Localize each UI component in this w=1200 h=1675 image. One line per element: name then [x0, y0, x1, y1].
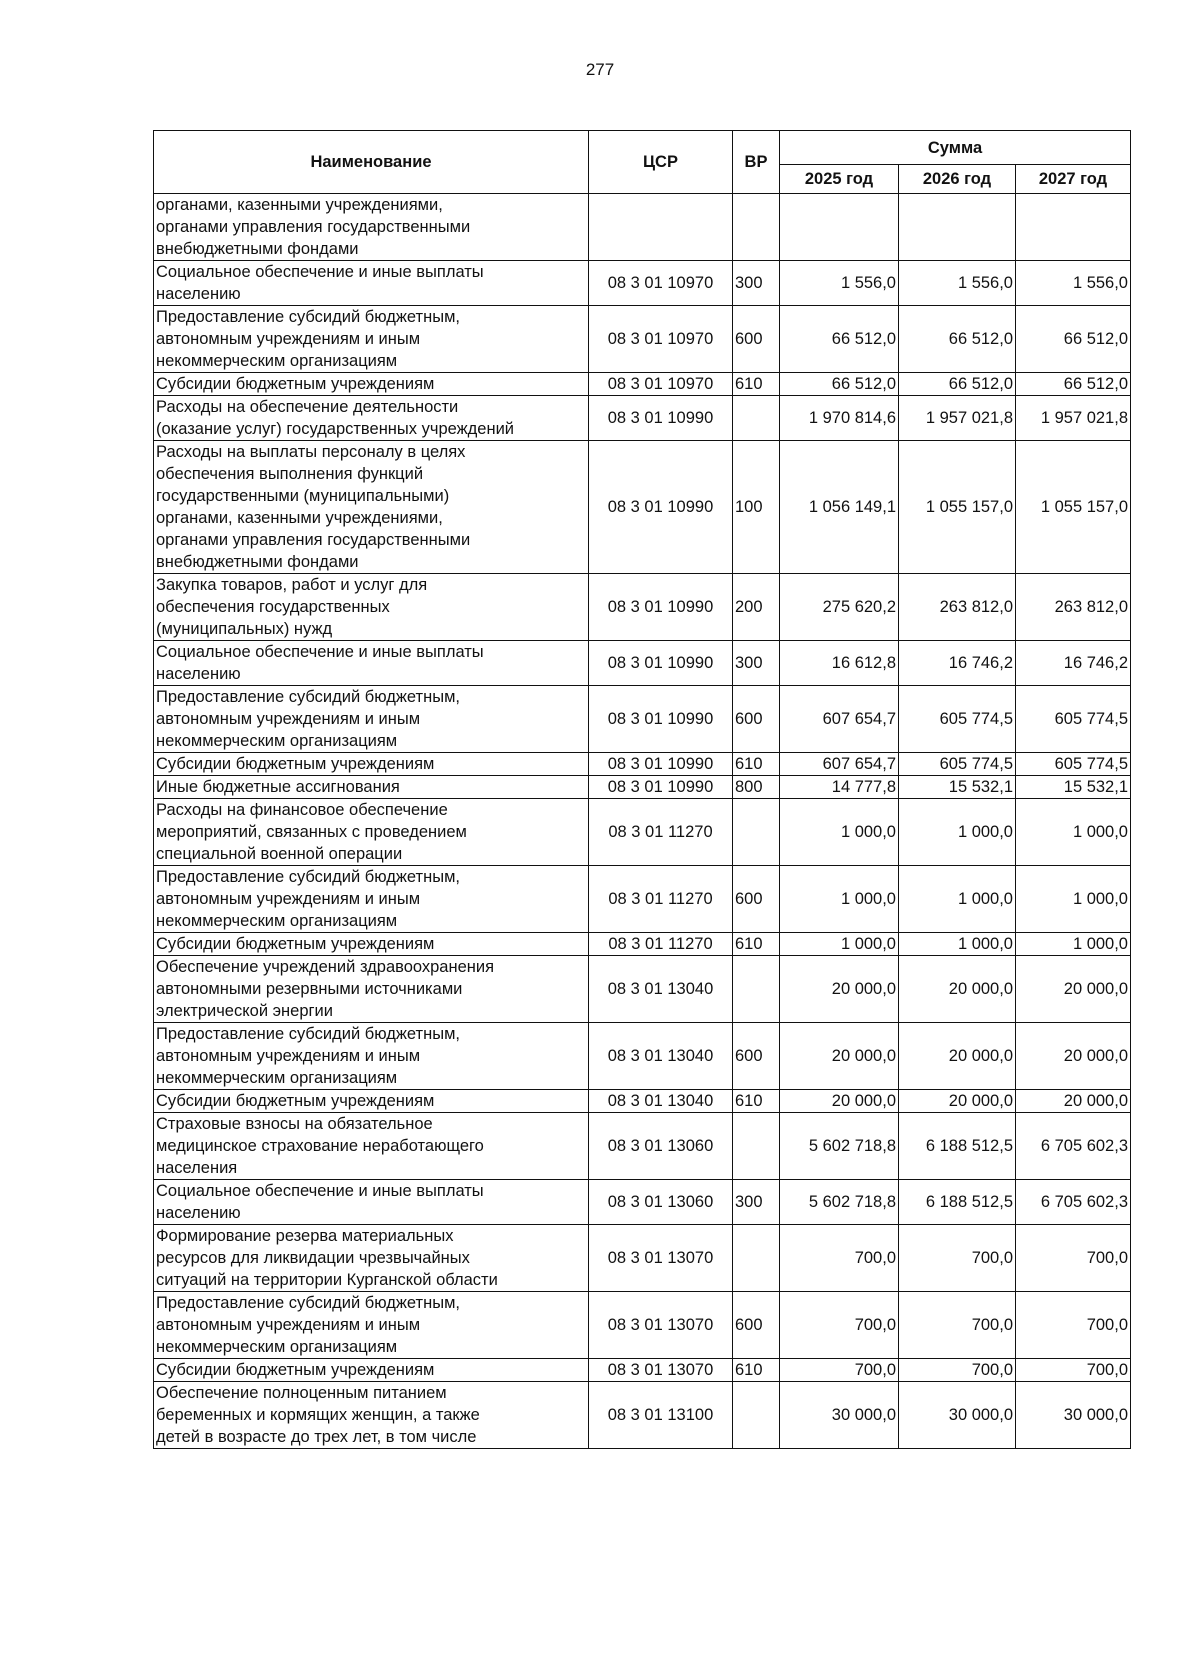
table-row — [154, 641, 1131, 686]
cell-name: Предоставление субсидий бюджетным, автономным учреждениям и иным некоммерческим организациям — [154, 1292, 589, 1359]
cell-2026: 1 000,0 — [899, 799, 1016, 866]
cell-2027: 700,0 — [1016, 1359, 1131, 1382]
cell-csr: 08 3 01 13100 — [589, 1382, 733, 1449]
cell-2025: 66 512,0 — [780, 306, 899, 373]
cell-name: Обеспечение учреждений здравоохранения автономными резервными источниками электрической энергии — [154, 956, 589, 1023]
cell-2026: 1 000,0 — [899, 933, 1016, 956]
cell-vr: 610 — [733, 933, 780, 956]
cell-2026: 1 000,0 — [899, 866, 1016, 933]
cell-csr: 08 3 01 11270 — [589, 866, 733, 933]
cell-csr: 08 3 01 10970 — [589, 373, 733, 396]
cell-2027: 6 705 602,3 — [1016, 1180, 1131, 1225]
table-row — [154, 1090, 1131, 1113]
cell-vr — [733, 194, 780, 261]
cell-2027: 66 512,0 — [1016, 306, 1131, 373]
cell-2026: 6 188 512,5 — [899, 1113, 1016, 1180]
cell-vr: 800 — [733, 776, 780, 799]
cell-name: Обеспечение полноценным питанием беременных и кормящих женщин, а также детей в возрасте до трех лет, в том числе — [154, 1382, 589, 1449]
cell-2026: 30 000,0 — [899, 1382, 1016, 1449]
cell-name: Закупка товаров, работ и услуг для обеспечения государственных (муниципальных) нужд — [154, 574, 589, 641]
cell-2027: 605 774,5 — [1016, 686, 1131, 753]
budget-table-body — [154, 194, 1131, 1449]
cell-csr: 08 3 01 13040 — [589, 956, 733, 1023]
page-number: 277 — [585, 60, 615, 79]
cell-csr: 08 3 01 10990 — [589, 753, 733, 776]
cell-name: Предоставление субсидий бюджетным, автономным учреждениям и иным некоммерческим организациям — [154, 686, 589, 753]
table-row — [154, 373, 1131, 396]
cell-vr — [733, 1225, 780, 1292]
cell-vr — [733, 1113, 780, 1180]
cell-2026: 700,0 — [899, 1292, 1016, 1359]
table-row — [154, 441, 1131, 574]
cell-name: Расходы на выплаты персоналу в целях обеспечения выполнения функций государственными (муниципальными) органами, казенными учреждениями, органами управления государственными внебюджетными фондами — [154, 441, 589, 574]
table-row — [154, 933, 1131, 956]
cell-csr: 08 3 01 13070 — [589, 1359, 733, 1382]
cell-vr: 600 — [733, 866, 780, 933]
table-row — [154, 753, 1131, 776]
cell-name: Предоставление субсидий бюджетным, автономным учреждениям и иным некоммерческим организациям — [154, 306, 589, 373]
header-year-2026: 2026 год — [899, 165, 1016, 194]
cell-2026: 605 774,5 — [899, 753, 1016, 776]
cell-vr: 600 — [733, 306, 780, 373]
cell-csr: 08 3 01 10990 — [589, 686, 733, 753]
table-row — [154, 1113, 1131, 1180]
budget-table — [153, 130, 1131, 1449]
cell-name: Предоставление субсидий бюджетным, автономным учреждениям и иным некоммерческим организациям — [154, 866, 589, 933]
cell-2027: 20 000,0 — [1016, 1023, 1131, 1090]
table-row — [154, 1180, 1131, 1225]
cell-name: Субсидии бюджетным учреждениям — [154, 753, 589, 776]
table-row — [154, 1225, 1131, 1292]
cell-vr: 200 — [733, 574, 780, 641]
cell-csr: 08 3 01 10990 — [589, 641, 733, 686]
cell-2027: 1 000,0 — [1016, 866, 1131, 933]
cell-2026: 1 957 021,8 — [899, 396, 1016, 441]
cell-csr: 08 3 01 10990 — [589, 441, 733, 574]
cell-2027 — [1016, 194, 1131, 261]
cell-name: Иные бюджетные ассигнования — [154, 776, 589, 799]
cell-vr: 610 — [733, 1090, 780, 1113]
cell-2026: 1 556,0 — [899, 261, 1016, 306]
cell-name: Субсидии бюджетным учреждениям — [154, 1359, 589, 1382]
cell-vr — [733, 956, 780, 1023]
cell-csr: 08 3 01 10970 — [589, 306, 733, 373]
cell-2027: 20 000,0 — [1016, 956, 1131, 1023]
cell-2025: 700,0 — [780, 1292, 899, 1359]
cell-2027: 6 705 602,3 — [1016, 1113, 1131, 1180]
table-row — [154, 776, 1131, 799]
cell-2025: 607 654,7 — [780, 753, 899, 776]
cell-vr: 600 — [733, 1292, 780, 1359]
cell-name: Социальное обеспечение и иные выплаты населению — [154, 1180, 589, 1225]
cell-2025: 14 777,8 — [780, 776, 899, 799]
cell-csr: 08 3 01 10990 — [589, 776, 733, 799]
header-sum: Сумма — [780, 131, 1131, 165]
cell-2026: 66 512,0 — [899, 306, 1016, 373]
cell-2025: 1 000,0 — [780, 933, 899, 956]
table-row — [154, 396, 1131, 441]
cell-csr: 08 3 01 13070 — [589, 1292, 733, 1359]
cell-name: органами, казенными учреждениями, органами управления государственными внебюджетными фондами — [154, 194, 589, 261]
table-row — [154, 1023, 1131, 1090]
cell-vr: 600 — [733, 686, 780, 753]
cell-vr: 610 — [733, 1359, 780, 1382]
cell-2025: 1 556,0 — [780, 261, 899, 306]
table-row — [154, 261, 1131, 306]
cell-csr: 08 3 01 13040 — [589, 1023, 733, 1090]
table-row — [154, 574, 1131, 641]
cell-2027: 20 000,0 — [1016, 1090, 1131, 1113]
cell-2027: 1 556,0 — [1016, 261, 1131, 306]
cell-2027: 66 512,0 — [1016, 373, 1131, 396]
cell-vr: 610 — [733, 753, 780, 776]
cell-2026: 700,0 — [899, 1225, 1016, 1292]
cell-csr: 08 3 01 13070 — [589, 1225, 733, 1292]
cell-vr — [733, 396, 780, 441]
cell-2027: 1 055 157,0 — [1016, 441, 1131, 574]
cell-2027: 1 957 021,8 — [1016, 396, 1131, 441]
cell-name: Субсидии бюджетным учреждениям — [154, 933, 589, 956]
header-year-2027: 2027 год — [1016, 165, 1131, 194]
cell-vr: 300 — [733, 1180, 780, 1225]
cell-2025: 20 000,0 — [780, 956, 899, 1023]
cell-2025: 5 602 718,8 — [780, 1180, 899, 1225]
cell-2025: 20 000,0 — [780, 1023, 899, 1090]
cell-2025: 30 000,0 — [780, 1382, 899, 1449]
cell-2025: 1 056 149,1 — [780, 441, 899, 574]
cell-2027: 1 000,0 — [1016, 799, 1131, 866]
cell-2026: 16 746,2 — [899, 641, 1016, 686]
cell-csr: 08 3 01 10990 — [589, 396, 733, 441]
cell-name: Расходы на обеспечение деятельности (оказание услуг) государственных учреждений — [154, 396, 589, 441]
cell-csr: 08 3 01 13060 — [589, 1113, 733, 1180]
cell-2026: 66 512,0 — [899, 373, 1016, 396]
cell-2026: 1 055 157,0 — [899, 441, 1016, 574]
header-csr: ЦСР — [589, 131, 733, 194]
cell-2026: 20 000,0 — [899, 956, 1016, 1023]
cell-2026: 263 812,0 — [899, 574, 1016, 641]
cell-csr: 08 3 01 11270 — [589, 933, 733, 956]
cell-csr: 08 3 01 10990 — [589, 574, 733, 641]
table-row — [154, 686, 1131, 753]
cell-csr: 08 3 01 10970 — [589, 261, 733, 306]
cell-name: Субсидии бюджетным учреждениям — [154, 1090, 589, 1113]
cell-vr: 610 — [733, 373, 780, 396]
cell-name: Расходы на финансовое обеспечение мероприятий, связанных с проведением специальной военной операции — [154, 799, 589, 866]
cell-2025: 16 612,8 — [780, 641, 899, 686]
cell-2025: 700,0 — [780, 1359, 899, 1382]
cell-2027: 263 812,0 — [1016, 574, 1131, 641]
table-row — [154, 799, 1131, 866]
cell-name: Формирование резерва материальных ресурсов для ликвидации чрезвычайных ситуаций на территории Курганской области — [154, 1225, 589, 1292]
cell-2025: 275 620,2 — [780, 574, 899, 641]
cell-2026: 20 000,0 — [899, 1023, 1016, 1090]
cell-2026: 6 188 512,5 — [899, 1180, 1016, 1225]
cell-2025: 5 602 718,8 — [780, 1113, 899, 1180]
table-row — [154, 1359, 1131, 1382]
cell-2026: 700,0 — [899, 1359, 1016, 1382]
cell-2026: 15 532,1 — [899, 776, 1016, 799]
cell-name: Страховые взносы на обязательное медицинское страхование неработающего населения — [154, 1113, 589, 1180]
cell-vr: 600 — [733, 1023, 780, 1090]
cell-2027: 700,0 — [1016, 1225, 1131, 1292]
cell-name: Социальное обеспечение и иные выплаты населению — [154, 261, 589, 306]
table-row — [154, 956, 1131, 1023]
cell-2027: 605 774,5 — [1016, 753, 1131, 776]
cell-csr: 08 3 01 11270 — [589, 799, 733, 866]
cell-2027: 1 000,0 — [1016, 933, 1131, 956]
table-row — [154, 1382, 1131, 1449]
header-name: Наименование — [154, 131, 589, 194]
table-row — [154, 866, 1131, 933]
cell-csr — [589, 194, 733, 261]
cell-2025: 607 654,7 — [780, 686, 899, 753]
cell-2027: 30 000,0 — [1016, 1382, 1131, 1449]
cell-2025: 700,0 — [780, 1225, 899, 1292]
cell-vr: 100 — [733, 441, 780, 574]
cell-2025 — [780, 194, 899, 261]
cell-vr — [733, 799, 780, 866]
cell-2025: 20 000,0 — [780, 1090, 899, 1113]
cell-2025: 1 000,0 — [780, 799, 899, 866]
table-row — [154, 194, 1131, 261]
table-row — [154, 1292, 1131, 1359]
cell-2026 — [899, 194, 1016, 261]
cell-2025: 66 512,0 — [780, 373, 899, 396]
cell-name: Предоставление субсидий бюджетным, автономным учреждениям и иным некоммерческим организациям — [154, 1023, 589, 1090]
cell-vr: 300 — [733, 261, 780, 306]
cell-2026: 20 000,0 — [899, 1090, 1016, 1113]
header-vr: ВР — [733, 131, 780, 194]
table-row — [154, 306, 1131, 373]
cell-csr: 08 3 01 13060 — [589, 1180, 733, 1225]
cell-csr: 08 3 01 13040 — [589, 1090, 733, 1113]
cell-name: Социальное обеспечение и иные выплаты населению — [154, 641, 589, 686]
cell-2025: 1 000,0 — [780, 866, 899, 933]
cell-2025: 1 970 814,6 — [780, 396, 899, 441]
header-year-2025: 2025 год — [780, 165, 899, 194]
cell-2027: 16 746,2 — [1016, 641, 1131, 686]
cell-2027: 700,0 — [1016, 1292, 1131, 1359]
cell-vr: 300 — [733, 641, 780, 686]
cell-vr — [733, 1382, 780, 1449]
cell-2026: 605 774,5 — [899, 686, 1016, 753]
cell-name: Субсидии бюджетным учреждениям — [154, 373, 589, 396]
cell-2027: 15 532,1 — [1016, 776, 1131, 799]
